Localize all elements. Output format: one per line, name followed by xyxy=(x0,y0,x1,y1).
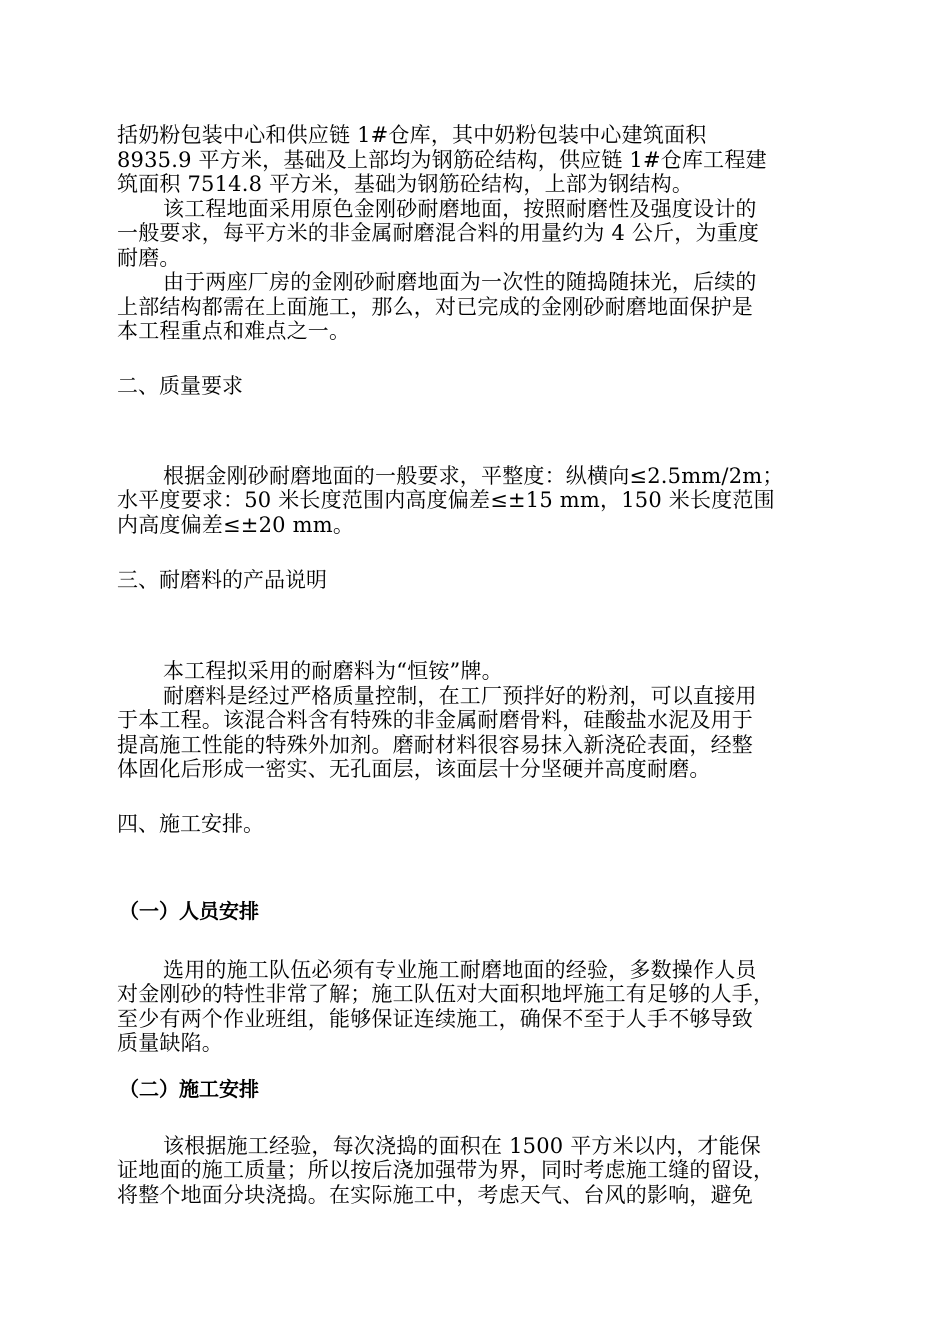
paragraph-line: 该工程地面采用原色金刚砂耐磨地面，按照耐磨性及强度设计的 xyxy=(163,196,757,221)
paragraph-line: 8935.9 平方米，基础及上部均为钢筋砼结构，供应链 1#仓库工程建 xyxy=(117,147,767,172)
section-heading-product: 三、耐磨料的产品说明 xyxy=(117,568,327,592)
paragraph-line: 耐磨。 xyxy=(117,245,181,270)
paragraph-line: 至少有两个作业班组，能够保证连续施工，确保不至于人手不够导致 xyxy=(117,1006,753,1031)
paragraph-line: 选用的施工队伍必须有专业施工耐磨地面的经验，多数操作人员 xyxy=(163,957,757,982)
paragraph-line: 提高施工性能的特殊外加剂。磨耐材料很容易抹入新浇砼表面，经整 xyxy=(117,732,753,757)
paragraph-line: 上部结构都需在上面施工，那么，对已完成的金刚砂耐磨地面保护是 xyxy=(117,294,753,319)
paragraph-line: 本工程重点和难点之一。 xyxy=(117,319,351,343)
product-paragraph xyxy=(117,659,833,782)
paragraph-line: 水平度要求：50 米长度范围内高度偏差≤±15 mm，150 米长度范围 xyxy=(117,488,775,512)
paragraph-line: 体固化后形成一密实、无孔面层，该面层十分坚硬并高度耐磨。 xyxy=(117,757,711,781)
paragraph-line: 筑面积 7514.8 平方米，基础为钢筋砼结构，上部为钢结构。 xyxy=(117,172,694,196)
subheading-staffing: （一）人员安排 xyxy=(119,898,259,923)
subheading-construction: （二）施工安排 xyxy=(119,1076,259,1101)
document-page xyxy=(117,123,833,1207)
paragraph-line: 本工程拟采用的耐磨料为“恒铵”牌。 xyxy=(163,659,503,683)
floor-paragraph xyxy=(117,197,833,271)
paragraph-line: 质量缺陷。 xyxy=(117,1031,223,1055)
staffing-paragraph xyxy=(117,958,833,1056)
protection-paragraph xyxy=(117,270,833,344)
paragraph-line: 证地面的施工质量；所以按后浇加强带为界，同时考虑施工缝的留设， xyxy=(117,1158,775,1182)
quality-paragraph xyxy=(117,464,833,538)
paragraph-line: 根据金刚砂耐磨地面的一般要求，平整度：纵横向≤2.5mm/2m； xyxy=(163,463,784,488)
paragraph-line: 括奶粉包装中心和供应链 1#仓库，其中奶粉包装中心建筑面积 xyxy=(117,123,707,147)
paragraph-line: 于本工程。该混合料含有特殊的非金属耐磨骨料，硅酸盐水泥及用于 xyxy=(117,708,753,732)
section-heading-arrangement: 四、施工安排。 xyxy=(117,811,264,836)
paragraph-line: 由于两座厂房的金刚砂耐磨地面为一次性的随捣随抹光，后续的 xyxy=(163,270,757,294)
paragraph-line: 一般要求，每平方米的非金属耐磨混合料的用量约为 4 公斤，为重度 xyxy=(117,221,760,245)
paragraph-line: 该根据施工经验，每次浇捣的面积在 1500 平方米以内，才能保 xyxy=(163,1133,761,1158)
paragraph-line: 耐磨料是经过严格质量控制，在工厂预拌好的粉剂，可以直接用 xyxy=(163,683,757,708)
section-heading-quality: 二、质量要求 xyxy=(117,373,243,398)
construction-paragraph xyxy=(117,1134,833,1208)
paragraph-line: 对金刚砂的特性非常了解；施工队伍对大面积地坪施工有足够的人手， xyxy=(117,982,775,1006)
intro-paragraph xyxy=(117,123,833,197)
paragraph-line: 内高度偏差≤±20 mm。 xyxy=(117,512,355,537)
paragraph-line: 将整个地面分块浇捣。在实际施工中，考虑天气、台风的影响，避免 xyxy=(117,1182,753,1207)
